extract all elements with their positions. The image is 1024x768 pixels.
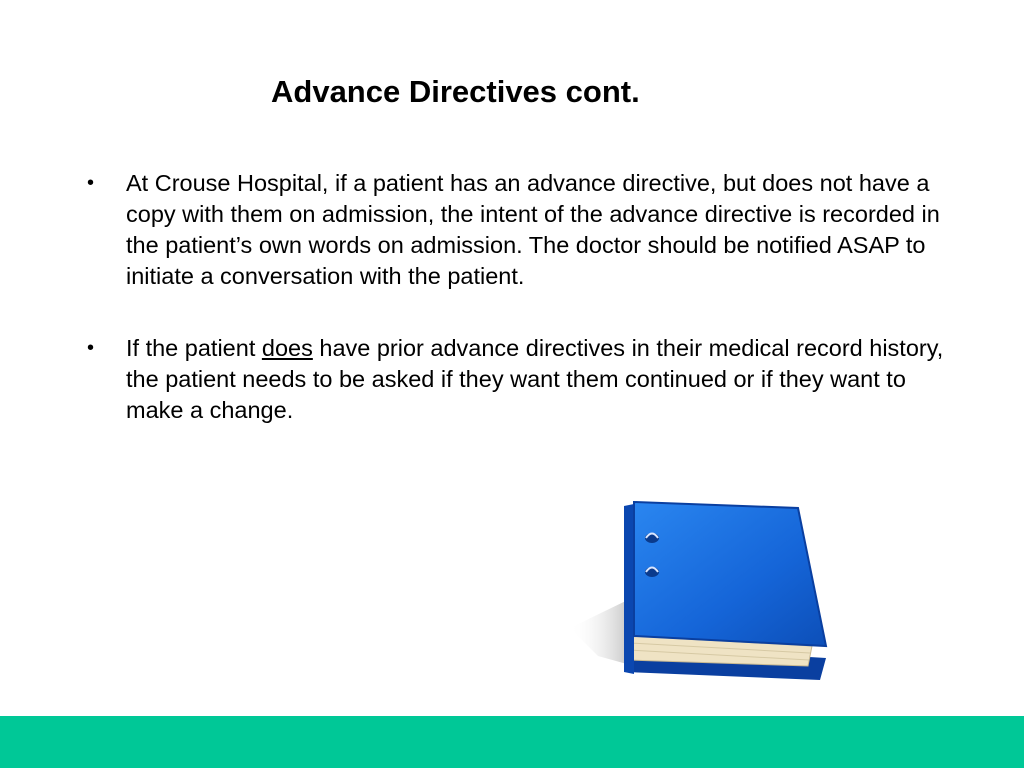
bullet-list bbox=[0, 168, 1024, 426]
binder-spine bbox=[624, 504, 634, 674]
bullet-text-before: If the patient bbox=[126, 335, 262, 361]
footer-bar bbox=[0, 716, 1024, 768]
bullet-text: At Crouse Hospital, if a patient has an advance directive, but does not have a copy with them on admission, the intent of the advance directive is recorded in the patient’s own words on admission. The doctor should be notified ASAP to initiate a conversation with the patient. bbox=[126, 170, 940, 289]
slide-title: Advance Directives cont. bbox=[271, 74, 640, 109]
bullet-text-after: have prior advance directives in their medical record history, the patient needs to be asked if they want them continued or if they want to make a change. bbox=[126, 335, 944, 423]
bullet-item bbox=[0, 168, 946, 292]
bullet-text bbox=[126, 335, 943, 423]
underlined-word: does bbox=[261, 335, 313, 361]
binder-front-cover bbox=[634, 502, 826, 646]
bullet-item bbox=[0, 333, 946, 426]
blue-binder-icon bbox=[568, 496, 838, 682]
bullet-symbol: • bbox=[87, 172, 95, 194]
bullet-symbol: • bbox=[87, 337, 95, 359]
